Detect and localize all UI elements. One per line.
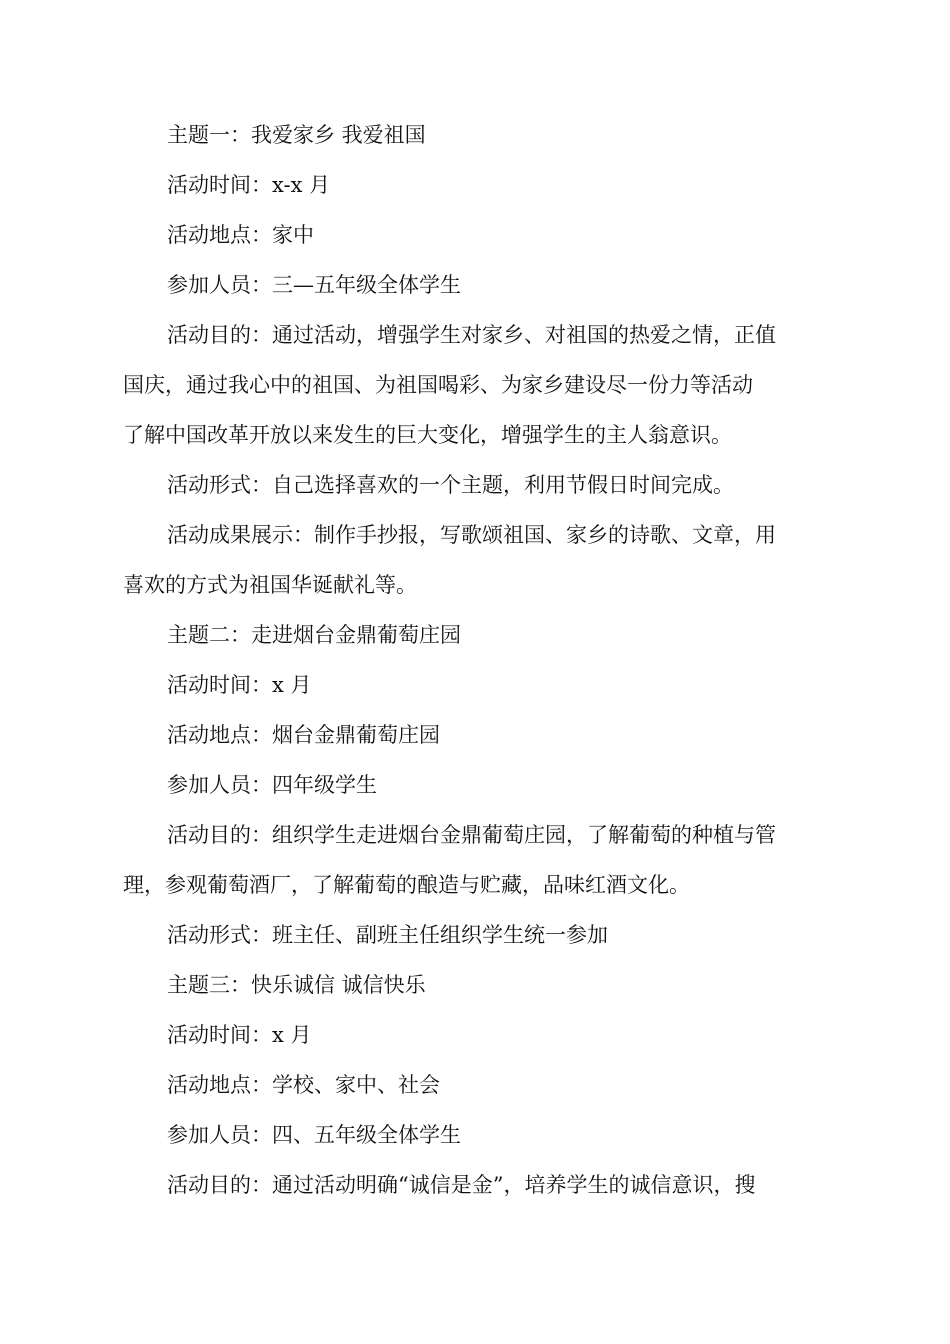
text-line: 活动目的：组织学生走进烟台金鼎葡萄庄园，了解葡萄的种植与管 [167, 823, 776, 847]
text-line: 活动地点：学校、家中、社会 [167, 1073, 440, 1097]
text-line: 活动地点：烟台金鼎葡萄庄园 [167, 723, 440, 747]
paragraph-t3-place [145, 1060, 810, 1110]
text-line: 喜欢的方式为祖国华诞献礼等。 [123, 573, 417, 597]
paragraph-t3-time [145, 1010, 810, 1060]
text-line: 主题二：走进烟台金鼎葡萄庄园 [167, 623, 461, 647]
paragraph-t2-place [145, 710, 810, 760]
paragraph-t2-title [145, 610, 810, 660]
text-line: 理，参观葡萄酒厂，了解葡萄的酿造与贮藏，品味红酒文化。 [123, 873, 690, 897]
paragraph-t1-place [145, 210, 810, 260]
paragraph-t1-people [145, 260, 810, 310]
text-line: 活动形式：自己选择喜欢的一个主题，利用节假日时间完成。 [167, 473, 734, 497]
paragraph-t1-title [145, 110, 810, 160]
paragraph-t1-form [145, 460, 810, 510]
paragraph-t3-title [145, 960, 810, 1010]
text-line: 活动形式：班主任、副班主任组织学生统一参加 [167, 923, 608, 947]
text-line: 国庆，通过我心中的祖国、为祖国喝彩、为家乡建设尽一份力等活动 [123, 373, 753, 397]
text-line: 参加人员：四年级学生 [167, 773, 377, 797]
paragraph-t1-result [123, 510, 810, 610]
text-line: 参加人员：三—五年级全体学生 [167, 273, 461, 297]
text-line: 了解中国改革开放以来发生的巨大变化，增强学生的主人翁意识。 [123, 423, 732, 447]
text-line: 活动时间：x 月 [167, 1023, 312, 1047]
paragraph-t2-form [145, 910, 810, 960]
text-line: 活动时间：x-x 月 [167, 173, 331, 197]
text-line: 活动地点：家中 [167, 223, 314, 247]
text-line: 参加人员：四、五年级全体学生 [167, 1123, 461, 1147]
paragraph-t2-people [145, 760, 810, 810]
text-line: 主题三：快乐诚信 诚信快乐 [167, 973, 426, 997]
text-line: 活动时间：x 月 [167, 673, 312, 697]
text-line: 活动目的：通过活动，增强学生对家乡、对祖国的热爱之情，正值 [167, 323, 776, 347]
paragraph-t1-time [145, 160, 810, 210]
paragraph-t1-goal [123, 310, 810, 460]
paragraph-t3-people [145, 1110, 810, 1160]
document-page [123, 110, 810, 1210]
paragraph-t2-goal [123, 810, 810, 910]
text-line: 活动目的：通过活动明确“诚信是金”，培养学生的诚信意识，搜 [167, 1173, 756, 1197]
paragraph-t2-time [145, 660, 810, 710]
paragraph-t3-goal [145, 1160, 810, 1210]
text-line: 活动成果展示：制作手抄报，写歌颂祖国、家乡的诗歌、文章，用 [167, 523, 776, 547]
text-line: 主题一：我爱家乡 我爱祖国 [167, 123, 426, 147]
